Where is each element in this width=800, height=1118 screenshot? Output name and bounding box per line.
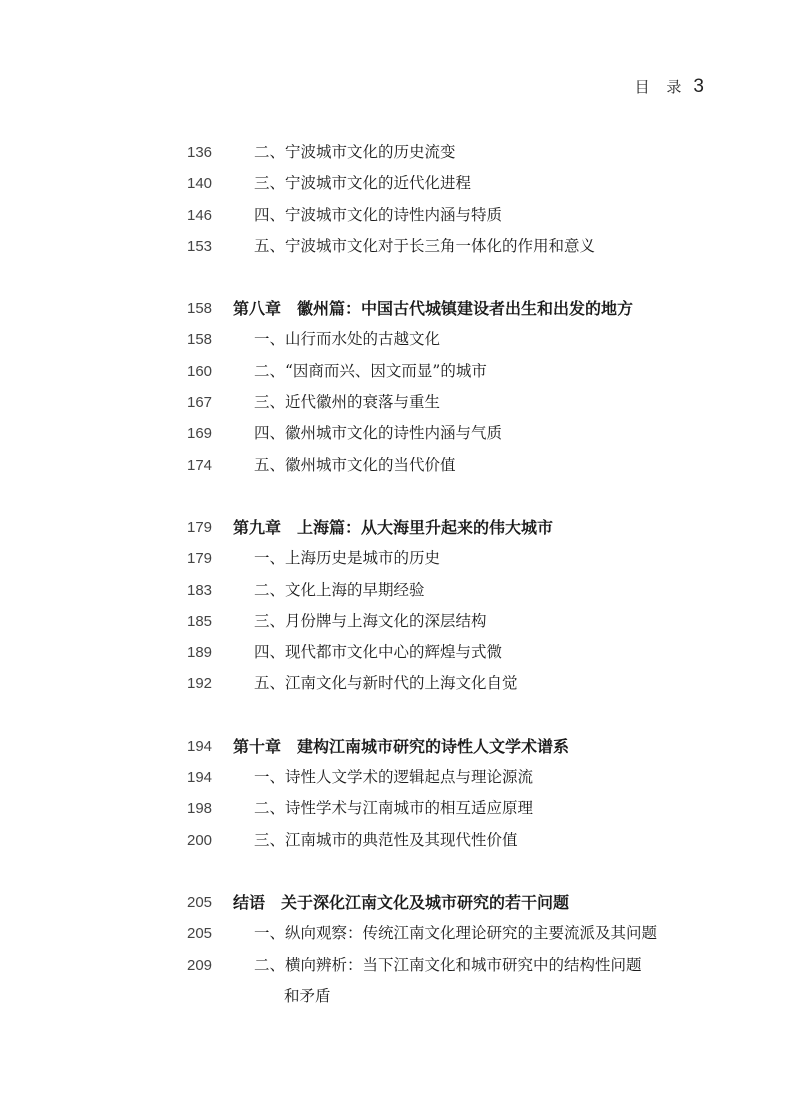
- toc-title: 三、近代徽州的衰落与重生: [254, 393, 441, 412]
- toc-title: 二、“因商而兴、因文而显”的城市: [254, 361, 487, 380]
- toc-entry[interactable]: [0, 762, 800, 793]
- toc-page-number: 169: [187, 425, 213, 443]
- toc-page-number: 160: [187, 362, 213, 380]
- toc-page-number: 140: [187, 175, 213, 193]
- toc-title: 一、上海历史是城市的历史: [254, 549, 441, 568]
- toc-title: 四、现代都市文化中心的辉煌与式微: [254, 643, 503, 662]
- toc-page-number: 167: [187, 394, 213, 412]
- toc-page-number: 205: [187, 925, 213, 943]
- toc-entry-continuation[interactable]: [0, 981, 800, 1012]
- page-number: 3: [693, 76, 704, 97]
- toc-chapter-entry[interactable]: [0, 731, 800, 762]
- toc-page-number: 136: [187, 144, 213, 161]
- toc-chapter-title: 第十章 建构江南城市研究的诗性人文学术谱系: [233, 736, 570, 756]
- toc-entry[interactable]: [0, 137, 800, 168]
- toc-page-number: 146: [187, 206, 213, 224]
- toc-entry[interactable]: [0, 356, 800, 387]
- toc-page-number: 205: [187, 893, 213, 911]
- toc-title: 五、江南文化与新时代的上海文化自觉: [254, 674, 518, 693]
- toc-chapter-entry[interactable]: [0, 293, 800, 324]
- toc-page-number: 158: [187, 331, 213, 349]
- toc-entry[interactable]: [0, 200, 800, 231]
- toc-entry[interactable]: [0, 950, 800, 981]
- toc-page-number: 194: [187, 769, 213, 787]
- toc-chapter-entry[interactable]: [0, 887, 800, 918]
- toc-page-number: 174: [187, 456, 213, 474]
- toc-title: 三、月份牌与上海文化的深层结构: [254, 611, 487, 630]
- toc-entry[interactable]: [0, 637, 800, 668]
- toc-title: 二、横向辨析：当下江南文化和城市研究中的结构性问题: [254, 955, 642, 974]
- toc-title: 二、文化上海的早期经验: [254, 580, 425, 599]
- table-of-contents: [0, 137, 800, 1012]
- toc-page-number: 192: [187, 675, 213, 693]
- running-head-label: 目 录: [634, 78, 688, 96]
- toc-title: 一、山行而水处的古越文化: [254, 330, 441, 349]
- running-head: [635, 76, 704, 98]
- toc-title: 三、江南城市的典范性及其现代性价值: [254, 830, 518, 849]
- toc-title: 三、宁波城市文化的近代化进程: [254, 174, 472, 193]
- toc-page-number: 200: [187, 831, 213, 849]
- toc-page-number: 189: [187, 644, 213, 662]
- toc-chapter-title: 第九章 上海篇：从大海里升起来的伟大城市: [233, 517, 554, 537]
- toc-title: 一、纵向观察：传统江南文化理论研究的主要流派及其问题: [254, 924, 658, 943]
- toc-page-number: 194: [187, 737, 213, 755]
- toc-page-number: 183: [187, 581, 213, 599]
- toc-title: 五、宁波城市文化对于长三角一体化的作用和意义: [254, 236, 596, 255]
- toc-chapter-title: 第八章 徽州篇：中国古代城镇建设者出生和出发的地方: [233, 299, 634, 319]
- toc-entry[interactable]: [0, 543, 800, 574]
- toc-entry[interactable]: [0, 918, 800, 949]
- toc-entry[interactable]: [0, 825, 800, 856]
- toc-entry[interactable]: [0, 793, 800, 824]
- toc-title: 四、宁波城市文化的诗性内涵与特质: [254, 205, 503, 224]
- toc-title: 五、徽州城市文化的当代价值: [254, 455, 456, 474]
- toc-chapter-entry[interactable]: [0, 512, 800, 543]
- toc-page-number: 179: [187, 518, 213, 536]
- toc-title: 一、诗性人文学术的逻辑起点与理论源流: [254, 768, 534, 787]
- toc-entry[interactable]: [0, 231, 800, 262]
- toc-page-number: 158: [187, 300, 213, 318]
- toc-page-number: 209: [187, 956, 213, 974]
- toc-page-number: 198: [187, 800, 213, 818]
- toc-page-number: 153: [187, 237, 213, 255]
- toc-title: 二、宁波城市文化的历史流变: [254, 143, 456, 161]
- toc-title: 和矛盾: [284, 986, 331, 1005]
- toc-entry[interactable]: [0, 450, 800, 481]
- toc-entry[interactable]: [0, 668, 800, 699]
- toc-page-number: 179: [187, 550, 213, 568]
- toc-chapter-title: 结语 关于深化江南文化及城市研究的若干问题: [233, 892, 570, 912]
- toc-entry[interactable]: [0, 418, 800, 449]
- toc-entry[interactable]: [0, 606, 800, 637]
- toc-entry[interactable]: [0, 324, 800, 355]
- toc-entry[interactable]: [0, 168, 800, 199]
- toc-entry[interactable]: [0, 387, 800, 418]
- toc-page-number: 185: [187, 612, 213, 630]
- toc-title: 二、诗性学术与江南城市的相互适应原理: [254, 799, 534, 818]
- toc-title: 四、徽州城市文化的诗性内涵与气质: [254, 424, 503, 443]
- toc-entry[interactable]: [0, 575, 800, 606]
